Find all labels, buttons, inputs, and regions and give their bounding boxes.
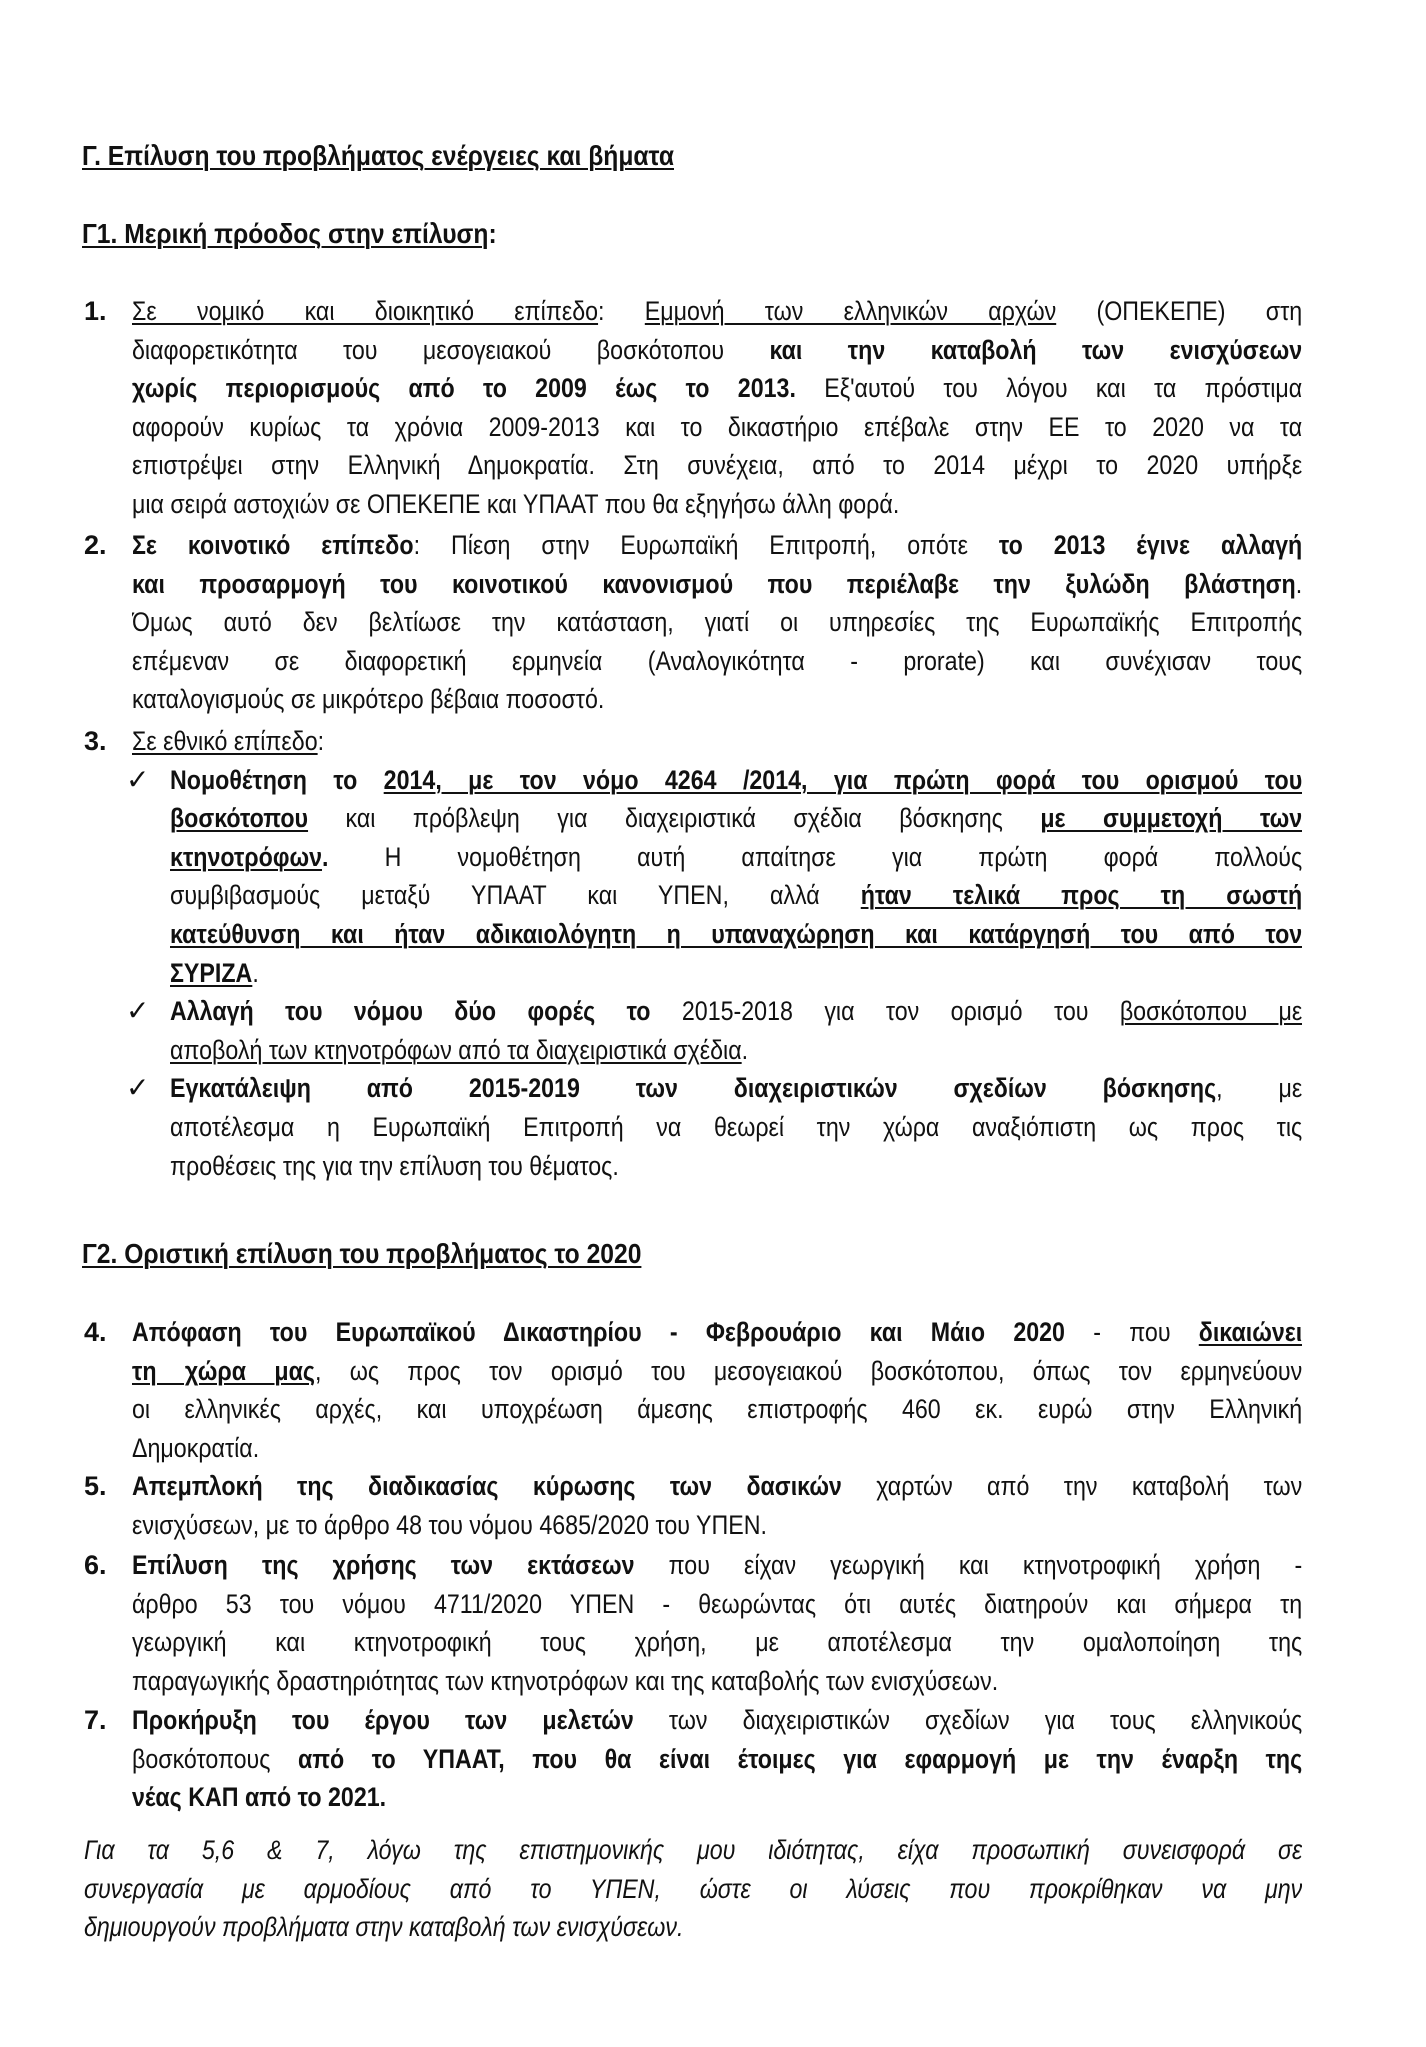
emphasis-text: Σε νομικό και διοικητικό επίπεδο <box>132 296 599 326</box>
body-text: : Πίεση στην Ευρωπαϊκή Επιτροπή, οπότε <box>413 530 999 560</box>
text-line <box>132 721 1302 761</box>
emphasis-text <box>132 1356 315 1386</box>
emphasis-text: δικαιώνει <box>1198 1317 1302 1347</box>
text-line <box>170 1030 1302 1070</box>
list-number: 5. <box>84 1471 107 1501</box>
text-line-content <box>170 914 1302 954</box>
text-line-content <box>132 1428 1302 1468</box>
body-text: επέμεναν σε διαφορετική ερμηνεία (Αναλογικότητα - prorate) και συνέχισαν τους <box>132 645 1302 676</box>
emphasis-text <box>170 842 322 872</box>
text-line <box>132 564 1302 604</box>
emphasis-text <box>1199 1317 1302 1347</box>
emphasis-text: Προκήρυξη του έργου των μελετών <box>132 1705 634 1735</box>
section-title <box>82 136 755 176</box>
text-line-content <box>132 1700 1302 1740</box>
text-line-content <box>132 1351 1302 1391</box>
emphasis-text: Σε κοινοτικό επίπεδο <box>132 530 414 560</box>
emphasis-text: κατεύθυνση και ήταν αδικαιολόγητη η υπαναχώρηση και κατάργησή του από τον <box>170 919 1302 949</box>
emphasis-text: ΣΥΡΙΖΑ <box>170 957 253 988</box>
emphasis-text <box>1040 803 1302 833</box>
subsection2-title-text: Γ2. Οριστική επίλυση του προβλήματος το 2020 <box>82 1238 642 1269</box>
text-line <box>132 1545 1302 1585</box>
body-text: : <box>598 296 645 326</box>
body-text: Όμως αυτό δεν βελτίωσε την κατάσταση, γιατί οι υπηρεσίες της Ευρωπαϊκής Επιτροπής <box>132 607 1302 638</box>
text-line-content <box>132 1389 1302 1429</box>
body-text: αποτέλεσμα η Ευρωπαϊκή Επιτροπή να θεωρεί την χώρα αναξιόπιστη ως προς τις <box>170 1112 1302 1142</box>
text-line-content <box>132 679 1302 719</box>
list-number: 3. <box>84 726 107 756</box>
body-text: - που <box>1064 1317 1199 1347</box>
text-line <box>170 837 1302 877</box>
text-line <box>132 330 1302 370</box>
text-line-content <box>170 1107 1302 1147</box>
emphasis-text: χωρίς περιορισμούς από το 2009 έως το 2013. <box>132 373 796 404</box>
text-line-content <box>132 445 1302 485</box>
list-number: 2. <box>84 530 107 560</box>
emphasis-text <box>170 919 1302 949</box>
body-text: 2015-2018 για τον ορισμό του <box>650 996 1120 1027</box>
text-line <box>132 525 1302 565</box>
body-text: Εξ'αυτού του λόγου και τα πρόστιμα <box>795 373 1302 404</box>
emphasis-text: Απόφαση του Ευρωπαϊκού Δικαστηρίου - Φεβρουάριο και Μάιο 2020 <box>132 1317 1065 1347</box>
emphasis-text: με συμμετοχή των <box>1040 803 1302 834</box>
emphasis-text: Σε εθνικό επίπεδο <box>132 726 318 756</box>
text-line-content <box>132 368 1302 408</box>
subsection2-title <box>82 1234 718 1274</box>
text-line <box>132 1389 1302 1429</box>
text-line <box>170 914 1302 954</box>
text-line-content <box>132 525 1302 565</box>
body-text: , με <box>1216 1073 1302 1104</box>
emphasis-text <box>170 803 308 833</box>
emphasis-text: Επίλυση της χρήσης των εκτάσεων <box>132 1550 635 1580</box>
body-text: και πρόβλεψη για διαχειριστικά σχέδια βόσκησης <box>308 803 1041 834</box>
body-text: . <box>1295 568 1302 599</box>
text-line <box>132 291 1302 331</box>
body-text: οι ελληνικές αρχές, και υποχρέωση άμεσης επιστροφής 460 εκ. ευρώ στην Ελληνική <box>132 1394 1302 1425</box>
text-line <box>132 602 1302 642</box>
text-line-content <box>84 1907 1302 1947</box>
list-number: 6. <box>84 1550 107 1580</box>
text-line-content <box>132 1466 1302 1506</box>
text-line-content <box>132 1661 1302 1701</box>
text-line-content <box>132 1739 1302 1779</box>
emphasis-text <box>170 958 252 988</box>
text-line-content <box>170 760 1302 800</box>
body-text: συνεργασία με αρμοδίους από το ΥΠΕΝ, ώστε οι λύσεις που προκρίθηκαν να μην <box>84 1873 1302 1904</box>
text-line <box>132 407 1302 447</box>
text-line-content <box>84 1869 1302 1909</box>
text-line-content <box>132 564 1302 604</box>
body-text: αφορούν κυρίως τα χρόνια 2009-2013 και το δικαστήριο επέβαλε στην ΕΕ το 2020 να τα <box>132 411 1302 442</box>
text-line-content <box>132 1622 1302 1662</box>
list-number: 1. <box>84 296 107 326</box>
body-text: διαφορετικότητα του μεσογειακού βοσκότοπου <box>132 334 770 365</box>
body-text: συμβιβασμούς μεταξύ ΥΠΑΑΤ και ΥΠΕΝ, αλλά <box>170 880 861 911</box>
text-line <box>170 798 1302 838</box>
text-line-content <box>132 602 1302 642</box>
text-line-content <box>132 330 1302 370</box>
check-icon: ✓ <box>126 1071 150 1105</box>
text-line <box>132 1622 1302 1662</box>
emphasis-text: . <box>322 841 329 872</box>
emphasis-text: Απεμπλοκή της διαδικασίας κύρωσης των δασικών <box>132 1471 842 1501</box>
text-line <box>84 1869 1302 1909</box>
body-text: γεωργική και κτηνοτροφική τους χρήση, με αποτέλεσμα την ομαλοποίηση της <box>132 1627 1302 1658</box>
text-line <box>132 484 1302 524</box>
body-text: επιστρέψει στην Ελληνική Δημοκρατία. Στη συνέχεια, από το 2014 μέχρι το 2020 υπήρξε <box>132 450 1302 481</box>
emphasis-text: και προσαρμογή του κοινοτικού κανονισμού που περιέλαβε την ξυλώδη βλάστηση <box>132 568 1296 599</box>
body-text: μια σειρά αστοχιών σε ΟΠΕΚΕΠΕ και ΥΠΑΑΤ που θα εξηγήσω άλλη φορά. <box>132 489 900 519</box>
text-line <box>170 953 1302 993</box>
text-line <box>132 1739 1302 1779</box>
text-line <box>132 1351 1302 1391</box>
text-line <box>132 679 1302 719</box>
emphasis-text: βοσκότοπου <box>170 803 309 834</box>
text-line <box>132 445 1302 485</box>
text-line-content <box>170 1030 1302 1070</box>
emphasis-text: βοσκότοπου με <box>1119 996 1302 1027</box>
body-text: Η νομοθέτηση αυτή απαίτησε για πρώτη φορά πολλούς <box>328 841 1302 872</box>
emphasis-text <box>384 765 1302 795</box>
body-text: χαρτών από την καταβολή των <box>841 1471 1302 1501</box>
text-line <box>170 875 1302 915</box>
emphasis-text: ήταν τελικά προς τη σωστή <box>860 880 1302 911</box>
body-text: των διαχειριστικών σχεδίων για τους ελληνικούς <box>633 1705 1302 1735</box>
text-line <box>132 1312 1302 1352</box>
emphasis-text: Νομοθέτηση το <box>170 764 384 795</box>
emphasis-text: Αλλαγή του νόμου δύο φορές το <box>170 996 651 1027</box>
text-line-content <box>132 1312 1302 1352</box>
text-line-content <box>132 1545 1302 1585</box>
text-line <box>84 1830 1302 1870</box>
text-line <box>132 1428 1302 1468</box>
emphasis-text: και την καταβολή των ενισχύσεων <box>769 334 1302 365</box>
body-text: παραγωγικής δραστηριότητας των κτηνοτρόφων και της καταβολής των ενισχύσεων. <box>132 1665 999 1696</box>
emphasis-text: Εμμονή των ελληνικών αρχών <box>644 296 1057 326</box>
text-line <box>84 1907 1302 1947</box>
body-text: Δημοκρατία. <box>132 1432 260 1463</box>
emphasis-text: το 2013 έγινε αλλαγή <box>998 530 1302 560</box>
body-text: : <box>317 726 325 756</box>
list-number: 4. <box>84 1317 107 1347</box>
text-line <box>132 1584 1302 1624</box>
text-line-content <box>132 641 1302 681</box>
text-line-content <box>170 1068 1302 1108</box>
text-line <box>170 1107 1302 1147</box>
emphasis-text: αποβολή των κτηνοτρόφων από τα διαχειριστικά σχέδια <box>170 1034 742 1065</box>
text-line <box>132 1700 1302 1740</box>
emphasis-text: 2014, με τον νόμο 4264 /2014, για πρώτη φορά του ορισμού του <box>383 764 1302 795</box>
list-number: 7. <box>84 1705 107 1735</box>
text-line <box>170 1068 1302 1108</box>
body-text: βοσκότοπους <box>132 1743 298 1774</box>
body-text: καταλογισμούς σε μικρότερο βέβαια ποσοστό. <box>132 684 605 715</box>
body-text: Για τα 5,6 & 7, λόγω της επιστημονικής μου ιδιότητας, είχα προσωπική συνεισφορά σε <box>84 1835 1302 1865</box>
text-line <box>170 760 1302 800</box>
text-line-content <box>132 407 1302 447</box>
subsection1-title <box>82 214 553 254</box>
text-line <box>170 991 1302 1031</box>
body-text: (ΟΠΕΚΕΠΕ) στη <box>1056 296 1302 326</box>
text-line <box>132 1466 1302 1506</box>
body-text: , ως προς τον ορισμό του μεσογειακού βοσκότοπου, όπως τον ερμηνεύουν <box>314 1355 1302 1386</box>
emphasis-text: νέας ΚΑΠ από το 2021. <box>132 1782 387 1813</box>
text-line <box>132 641 1302 681</box>
subsection1-title-text: Γ1. Μερική πρόοδος στην επίλυση <box>82 218 489 249</box>
text-line-content <box>170 1146 1302 1186</box>
text-line-content <box>132 721 1302 761</box>
text-line-content <box>132 484 1302 524</box>
body-text: . <box>252 957 259 988</box>
text-line-content <box>170 798 1302 838</box>
text-line-content <box>170 991 1302 1031</box>
emphasis-text: Εγκατάλειψη από 2015-2019 των διαχειριστικών σχεδίων βόσκησης <box>170 1073 1217 1104</box>
body-text: προθέσεις της για την επίλυση του θέματος. <box>170 1150 619 1181</box>
text-line-content <box>132 1584 1302 1624</box>
subsection1-colon: : <box>488 218 497 249</box>
text-line <box>132 1777 1302 1817</box>
text-line-content <box>170 875 1302 915</box>
check-icon: ✓ <box>126 762 150 796</box>
emphasis-text <box>861 880 1302 910</box>
body-text: . <box>741 1034 749 1065</box>
emphasis-text: τη χώρα μας <box>132 1355 315 1386</box>
body-text: δημιουργούν προβλήματα στην καταβολή των ενισχύσεων. <box>84 1912 684 1943</box>
text-line-content <box>132 291 1302 331</box>
text-line-content <box>84 1830 1302 1870</box>
text-line-content <box>132 1505 1302 1545</box>
emphasis-text: κτηνοτρόφων <box>170 841 323 872</box>
body-text: άρθρο 53 του νόμου 4711/2020 ΥΠΕΝ - θεωρώντας ότι αυτές διατηρούν και σήμερα τη <box>132 1588 1302 1619</box>
body-text: ενισχύσεων, με το άρθρο 48 του νόμου 4685/2020 του ΥΠΕΝ. <box>132 1509 768 1540</box>
text-line-content <box>132 1777 1302 1817</box>
text-line <box>132 368 1302 408</box>
text-line <box>132 1505 1302 1545</box>
section-title-text: Γ. Επίλυση του προβλήματος ενέργειες και βήματα <box>82 140 675 171</box>
text-line-content <box>170 953 1302 993</box>
check-icon: ✓ <box>126 994 150 1028</box>
text-line <box>170 1146 1302 1186</box>
text-line-content <box>170 837 1302 877</box>
body-text: που είχαν γεωργική και κτηνοτροφική χρήση - <box>634 1550 1302 1580</box>
emphasis-text: από το ΥΠΑΑΤ, που θα είναι έτοιμες για εφαρμογή με την έναρξη της <box>297 1743 1302 1774</box>
text-line <box>132 1661 1302 1701</box>
